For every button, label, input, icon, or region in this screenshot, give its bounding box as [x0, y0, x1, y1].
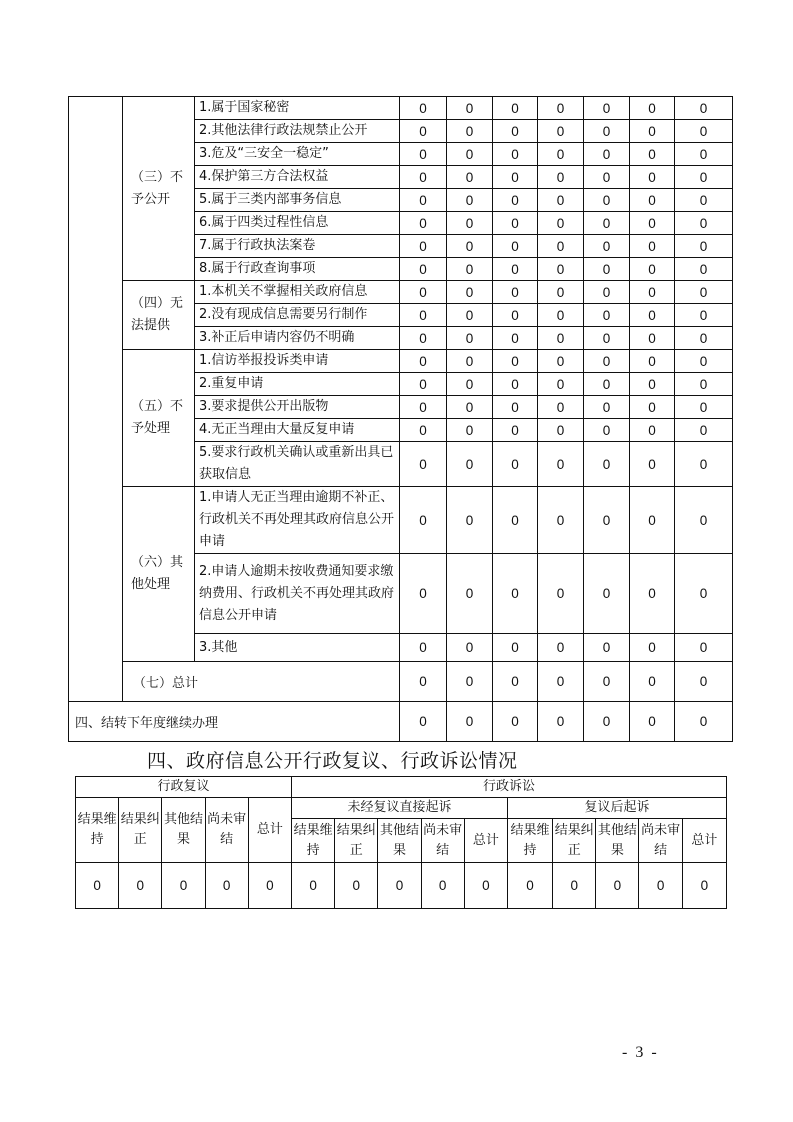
cell-value: 0 — [630, 327, 675, 350]
cell-value: 0 — [630, 419, 675, 442]
category-unable-to-provide: （四）无法提供 — [123, 281, 195, 350]
cell-value: 0 — [675, 442, 733, 487]
cell-value: 0 — [538, 97, 584, 120]
row-label: 3.其他 — [195, 634, 400, 662]
page-number: - 3 - — [622, 1044, 659, 1061]
cell-value: 0 — [682, 863, 726, 909]
cell-value: 0 — [675, 281, 733, 304]
cell-value: 0 — [493, 97, 538, 120]
cell-value: 0 — [630, 120, 675, 143]
cell-value: 0 — [493, 235, 538, 258]
cell-value: 0 — [584, 97, 630, 120]
cell-value: 0 — [630, 212, 675, 235]
cell-value: 0 — [584, 554, 630, 634]
row-label: 3.危及“三安全一稳定” — [195, 143, 400, 166]
cell-value: 0 — [400, 212, 447, 235]
cell-value: 0 — [675, 634, 733, 662]
cell-value: 0 — [493, 442, 538, 487]
cell-value: 0 — [675, 350, 733, 373]
cell-value: 0 — [400, 120, 447, 143]
cell-value: 0 — [630, 281, 675, 304]
cell-value: 0 — [493, 396, 538, 419]
table-row — [76, 863, 727, 909]
cell-value: 0 — [630, 304, 675, 327]
cell-value: 0 — [538, 373, 584, 396]
cell-value: 0 — [675, 235, 733, 258]
cell-value: 0 — [400, 143, 447, 166]
after-col-corrected: 结果纠正 — [553, 819, 596, 863]
cell-value: 0 — [447, 166, 493, 189]
cell-value: 0 — [400, 281, 447, 304]
cell-value: 0 — [493, 281, 538, 304]
review-litigation-table — [75, 776, 727, 909]
cell-value: 0 — [538, 166, 584, 189]
cell-value: 0 — [447, 120, 493, 143]
cell-value: 0 — [538, 258, 584, 281]
cell-value: 0 — [493, 554, 538, 634]
category-not-processed: （五）不予处理 — [123, 350, 195, 487]
cell-value: 0 — [639, 863, 682, 909]
cell-value: 0 — [538, 419, 584, 442]
cell-value: 0 — [447, 702, 493, 742]
cell-value: 0 — [584, 166, 630, 189]
cell-value: 0 — [630, 235, 675, 258]
cell-value: 0 — [447, 212, 493, 235]
cell-value: 0 — [400, 304, 447, 327]
cell-value: 0 — [447, 396, 493, 419]
cell-value: 0 — [378, 863, 421, 909]
cell-value: 0 — [335, 863, 378, 909]
cell-value: 0 — [584, 281, 630, 304]
cell-value: 0 — [493, 258, 538, 281]
cell-value: 0 — [630, 166, 675, 189]
row-label: 1.属于国家秘密 — [195, 97, 400, 120]
cell-value: 0 — [630, 143, 675, 166]
direct-col-total: 总计 — [464, 819, 507, 863]
after-col-pending: 尚未审结 — [639, 819, 682, 863]
cell-value: 0 — [400, 662, 447, 702]
cell-value: 0 — [447, 487, 493, 554]
after-col-other: 其他结果 — [596, 819, 639, 863]
table-row-total — [69, 662, 733, 702]
cell-value: 0 — [675, 373, 733, 396]
cell-value: 0 — [493, 212, 538, 235]
table-row-carryover — [69, 702, 733, 742]
cell-value: 0 — [630, 662, 675, 702]
after-col-total: 总计 — [682, 819, 726, 863]
cell-value: 0 — [584, 702, 630, 742]
cell-value: 0 — [596, 863, 639, 909]
cell-value: 0 — [630, 554, 675, 634]
table-body — [69, 97, 733, 742]
cell-value: 0 — [584, 189, 630, 212]
review-col-total: 总计 — [248, 798, 291, 863]
cell-value: 0 — [400, 442, 447, 487]
cell-value: 0 — [538, 189, 584, 212]
cell-value: 0 — [400, 702, 447, 742]
category-not-disclosed: （三）不予公开 — [123, 97, 195, 281]
cell-value: 0 — [493, 419, 538, 442]
cell-value: 0 — [493, 120, 538, 143]
cell-value: 0 — [119, 863, 162, 909]
cell-value: 0 — [493, 327, 538, 350]
cell-value: 0 — [400, 350, 447, 373]
cell-value: 0 — [584, 487, 630, 554]
cell-value: 0 — [538, 120, 584, 143]
cell-value: 0 — [400, 258, 447, 281]
after-review-header: 复议后起诉 — [507, 798, 726, 819]
review-col-corrected: 结果纠正 — [119, 798, 162, 863]
category-other-processing: （六）其他处理 — [123, 487, 195, 662]
cell-value: 0 — [400, 373, 447, 396]
cell-value: 0 — [447, 258, 493, 281]
after-col-maintain: 结果维持 — [507, 819, 552, 863]
cell-value: 0 — [248, 863, 291, 909]
row-label: 8.属于行政查询事项 — [195, 258, 400, 281]
cell-value: 0 — [584, 662, 630, 702]
cell-value: 0 — [447, 662, 493, 702]
blank-left-cell — [69, 97, 123, 702]
cell-value: 0 — [584, 396, 630, 419]
cell-value: 0 — [162, 863, 205, 909]
cell-value: 0 — [675, 189, 733, 212]
table-row — [69, 97, 733, 120]
cell-value: 0 — [493, 702, 538, 742]
row-label: 1.本机关不掌握相关政府信息 — [195, 281, 400, 304]
cell-value: 0 — [630, 258, 675, 281]
cell-value: 0 — [538, 212, 584, 235]
cell-value: 0 — [538, 396, 584, 419]
cell-value: 0 — [493, 662, 538, 702]
application-handling-table — [68, 96, 733, 742]
cell-value: 0 — [538, 554, 584, 634]
cell-value: 0 — [538, 702, 584, 742]
cell-value: 0 — [538, 304, 584, 327]
cell-value: 0 — [447, 327, 493, 350]
direct-suit-header: 未经复议直接起诉 — [291, 798, 507, 819]
cell-value: 0 — [400, 487, 447, 554]
cell-value: 0 — [630, 442, 675, 487]
cell-value: 0 — [584, 419, 630, 442]
section-title: 四、政府信息公开行政复议、行政诉讼情况 — [147, 750, 518, 772]
row-label: 1.信访举报投诉类申请 — [195, 350, 400, 373]
cell-value: 0 — [584, 634, 630, 662]
cell-value: 0 — [447, 554, 493, 634]
row-label: 2.申请人逾期未按收费通知要求缴纳费用、行政机关不再处理其政府信息公开申请 — [195, 554, 400, 634]
total-label: （七）总计 — [123, 662, 400, 702]
cell-value: 0 — [675, 662, 733, 702]
cell-value: 0 — [538, 487, 584, 554]
cell-value: 0 — [675, 487, 733, 554]
cell-value: 0 — [584, 327, 630, 350]
cell-value: 0 — [675, 258, 733, 281]
cell-value: 0 — [630, 373, 675, 396]
cell-value: 0 — [447, 143, 493, 166]
row-label: 4.保护第三方合法权益 — [195, 166, 400, 189]
cell-value: 0 — [675, 212, 733, 235]
cell-value: 0 — [421, 863, 464, 909]
cell-value: 0 — [447, 442, 493, 487]
direct-col-other: 其他结果 — [378, 819, 421, 863]
cell-value: 0 — [447, 189, 493, 212]
cell-value: 0 — [400, 634, 447, 662]
row-label: 2.没有现成信息需要另行制作 — [195, 304, 400, 327]
review-col-maintain: 结果维持 — [76, 798, 119, 863]
table-row — [69, 487, 733, 554]
cell-value: 0 — [675, 396, 733, 419]
cell-value: 0 — [584, 120, 630, 143]
cell-value: 0 — [630, 189, 675, 212]
table-row — [69, 281, 733, 304]
cell-value: 0 — [584, 304, 630, 327]
cell-value: 0 — [205, 863, 248, 909]
cell-value: 0 — [584, 235, 630, 258]
cell-value: 0 — [584, 350, 630, 373]
direct-col-maintain: 结果维持 — [291, 819, 334, 863]
cell-value: 0 — [584, 442, 630, 487]
row-label: 2.重复申请 — [195, 373, 400, 396]
cell-value: 0 — [493, 166, 538, 189]
cell-value: 0 — [493, 143, 538, 166]
row-label: 7.属于行政执法案卷 — [195, 235, 400, 258]
table-row — [69, 350, 733, 373]
cell-value: 0 — [675, 166, 733, 189]
cell-value: 0 — [493, 487, 538, 554]
row-label: 5.要求行政机关确认或重新出具已获取信息 — [195, 442, 400, 487]
cell-value: 0 — [538, 235, 584, 258]
carryover-label: 四、结转下年度继续办理 — [69, 702, 400, 742]
cell-value: 0 — [538, 143, 584, 166]
cell-value: 0 — [675, 143, 733, 166]
cell-value: 0 — [464, 863, 507, 909]
cell-value: 0 — [400, 97, 447, 120]
cell-value: 0 — [630, 487, 675, 554]
cell-value: 0 — [400, 235, 447, 258]
row-label: 4.无正当理由大量反复申请 — [195, 419, 400, 442]
cell-value: 0 — [493, 189, 538, 212]
cell-value: 0 — [538, 350, 584, 373]
direct-col-corrected: 结果纠正 — [335, 819, 378, 863]
cell-value: 0 — [630, 396, 675, 419]
cell-value: 0 — [493, 304, 538, 327]
cell-value: 0 — [400, 419, 447, 442]
row-label: 2.其他法律行政法规禁止公开 — [195, 120, 400, 143]
cell-value: 0 — [675, 304, 733, 327]
cell-value: 0 — [76, 863, 119, 909]
litigation-header: 行政诉讼 — [291, 777, 726, 798]
cell-value: 0 — [447, 97, 493, 120]
cell-value: 0 — [675, 327, 733, 350]
cell-value: 0 — [400, 554, 447, 634]
cell-value: 0 — [584, 143, 630, 166]
cell-value: 0 — [584, 212, 630, 235]
cell-value: 0 — [400, 166, 447, 189]
cell-value: 0 — [675, 97, 733, 120]
cell-value: 0 — [553, 863, 596, 909]
review-col-pending: 尚未审结 — [205, 798, 248, 863]
review-col-other: 其他结果 — [162, 798, 205, 863]
cell-value: 0 — [291, 863, 334, 909]
cell-value: 0 — [447, 419, 493, 442]
cell-value: 0 — [507, 863, 552, 909]
cell-value: 0 — [447, 634, 493, 662]
cell-value: 0 — [538, 327, 584, 350]
cell-value: 0 — [538, 442, 584, 487]
cell-value: 0 — [493, 350, 538, 373]
cell-value: 0 — [538, 662, 584, 702]
cell-value: 0 — [447, 235, 493, 258]
cell-value: 0 — [447, 373, 493, 396]
cell-value: 0 — [493, 373, 538, 396]
row-label: 6.属于四类过程性信息 — [195, 212, 400, 235]
cell-value: 0 — [675, 120, 733, 143]
cell-value: 0 — [675, 419, 733, 442]
cell-value: 0 — [447, 350, 493, 373]
row-label: 3.要求提供公开出版物 — [195, 396, 400, 419]
cell-value: 0 — [630, 350, 675, 373]
cell-value: 0 — [400, 189, 447, 212]
direct-col-pending: 尚未审结 — [421, 819, 464, 863]
cell-value: 0 — [630, 634, 675, 662]
row-label: 5.属于三类内部事务信息 — [195, 189, 400, 212]
cell-value: 0 — [493, 634, 538, 662]
cell-value: 0 — [584, 258, 630, 281]
cell-value: 0 — [675, 702, 733, 742]
row-label: 1.申请人无正当理由逾期不补正、行政机关不再处理其政府信息公开申请 — [195, 487, 400, 554]
review-header: 行政复议 — [76, 777, 292, 798]
cell-value: 0 — [447, 304, 493, 327]
cell-value: 0 — [538, 634, 584, 662]
cell-value: 0 — [400, 327, 447, 350]
cell-value: 0 — [584, 373, 630, 396]
cell-value: 0 — [538, 281, 584, 304]
cell-value: 0 — [400, 396, 447, 419]
row-label: 3.补正后申请内容仍不明确 — [195, 327, 400, 350]
cell-value: 0 — [630, 702, 675, 742]
cell-value: 0 — [447, 281, 493, 304]
cell-value: 0 — [675, 554, 733, 634]
cell-value: 0 — [630, 97, 675, 120]
